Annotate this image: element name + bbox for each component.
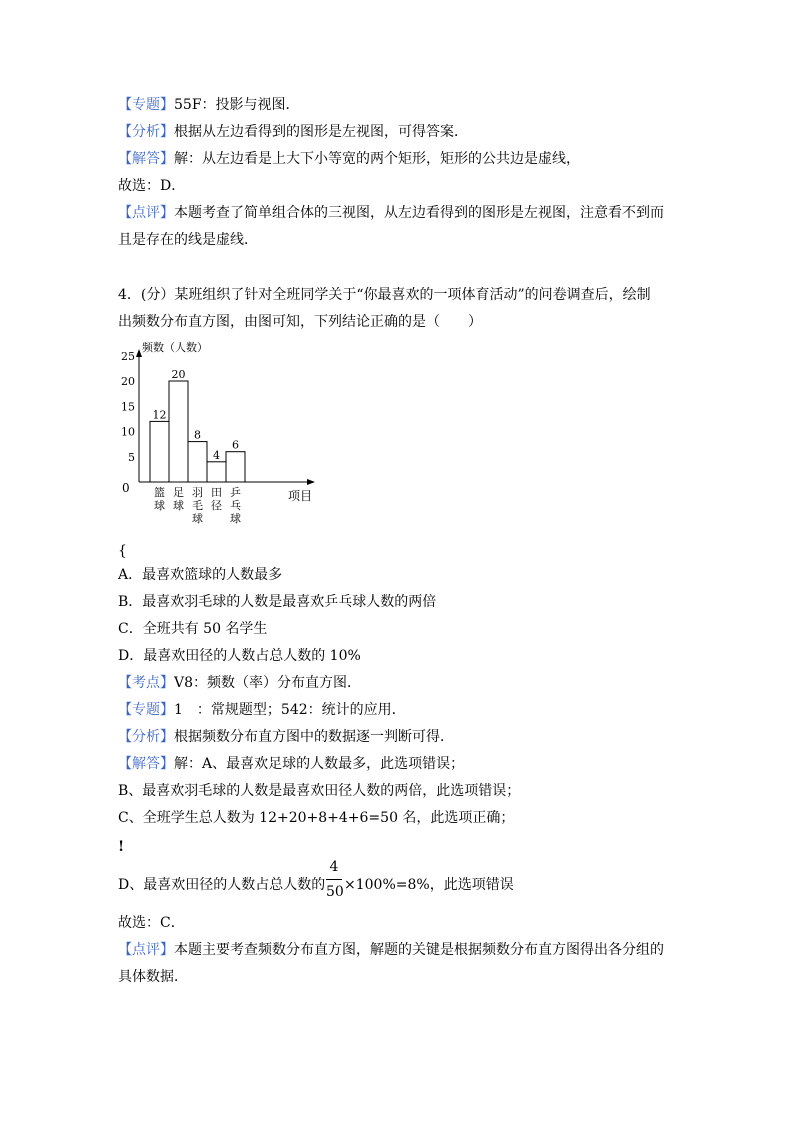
category-label-char: 田 <box>211 486 222 499</box>
category-label-char: 球 <box>192 512 203 525</box>
option-d: D．最喜欢田径的人数占总人数的 10% <box>118 648 361 664</box>
category-label-char: 径 <box>211 499 222 512</box>
y-tick-label: 20 <box>121 375 135 388</box>
tag-zhuanti-2: 【专题】 <box>118 702 174 718</box>
category-label-char: 球 <box>230 512 241 525</box>
y-tick-label: 25 <box>121 349 135 363</box>
prev-zhuanti <box>118 96 300 114</box>
tag-jieda-2: 【解答】 <box>118 756 174 772</box>
answer-kaodian-text: V8：频数（率）分布直方图． <box>174 675 362 691</box>
option-b: B．最喜欢羽毛球的人数是最喜欢乒乓球人数的两倍 <box>118 594 437 610</box>
bar-1 <box>169 381 188 482</box>
origin-label: 0 <box>122 481 130 495</box>
answer-b-line: B、最喜欢羽毛球的人数是最喜欢田径人数的两倍，此选项错误； <box>118 783 521 799</box>
prev-dianping <box>118 204 664 222</box>
tag-jieda: 【解答】 <box>118 151 174 167</box>
bar-value-label: 20 <box>171 368 186 381</box>
bar-value-label: 8 <box>194 428 201 442</box>
answer-c-line: C、全班学生总人数为 12+20+8+4+6=50 名，此选项正确； <box>118 810 515 826</box>
fraction-4-over-50 <box>326 858 342 901</box>
answer-fenxi-text: 根据频数分布直方图中的数据逐一判断可得． <box>174 729 454 745</box>
answer-jieda <box>118 755 464 773</box>
answer-d-prefix: D、最喜欢田径的人数占总人数的 <box>118 877 326 893</box>
stray-mark-1: { <box>118 543 127 559</box>
y-tick-label: 5 <box>128 450 135 464</box>
option-c: C．全班共有 50 名学生 <box>118 621 268 637</box>
prev-zhuanti-text: 55F：投影与视图． <box>174 97 300 113</box>
question-line-1: 4．(分）某班组织了针对全班同学关于“你最喜欢的一项体育活动”的问卷调查后，绘制 <box>118 287 651 303</box>
category-label-char: 球 <box>154 499 165 512</box>
tag-fenxi: 【分析】 <box>118 124 174 140</box>
category-label-char: 乓 <box>230 499 241 512</box>
category-label-char: 羽 <box>192 486 203 499</box>
answer-dianping-cont: 具体数据． <box>118 969 188 985</box>
answer-jieda-text: 解：A、最喜欢足球的人数最多，此选项错误； <box>174 756 465 772</box>
answer-zhuanti-text: 1 ：常规题型；542：统计的应用． <box>174 702 406 718</box>
answer-d-suffix: ×100%=8%，此选项错误 <box>344 877 514 893</box>
prev-guxuan: 故选：D． <box>118 178 186 194</box>
prev-fenxi-text: 根据从左边看得到的图形是左视图，可得答案． <box>174 124 468 140</box>
fraction-denominator: 50 <box>326 884 344 900</box>
stray-mark-2: ! <box>118 839 125 855</box>
tag-fenxi-2: 【分析】 <box>118 729 174 745</box>
tag-zhuanti: 【专题】 <box>118 97 174 113</box>
category-label-char: 乒 <box>230 486 241 499</box>
prev-fenxi <box>118 123 468 141</box>
x-axis-arrow <box>307 479 315 485</box>
answer-dianping-text: 本题主要考查频数分布直方图，解题的关键是根据频数分布直方图得出各分组的 <box>174 942 664 958</box>
fraction-bar <box>326 879 342 880</box>
answer-dianping <box>118 941 664 959</box>
bar-value-label: 4 <box>213 448 220 462</box>
prev-jieda-text: 解：从左边看是上大下小等宽的两个矩形，矩形的公共边是虚线， <box>174 151 580 167</box>
tag-kaodian: 【考点】 <box>118 675 174 691</box>
answer-guxuan: 故选：C． <box>118 915 185 931</box>
bar-3 <box>207 462 226 482</box>
tag-dianping: 【点评】 <box>118 205 174 221</box>
category-label-char: 毛 <box>192 499 203 512</box>
answer-fenxi <box>118 728 454 746</box>
category-label-char: 球 <box>173 499 184 512</box>
bar-0 <box>150 421 169 482</box>
answer-zhuanti <box>118 701 406 719</box>
category-label-char: 足 <box>173 486 184 499</box>
histogram-chart <box>112 336 332 532</box>
fraction-numerator: 4 <box>329 859 339 875</box>
prev-dianping-cont: 且是存在的线是虚线． <box>118 232 258 248</box>
option-a: A．最喜欢篮球的人数最多 <box>118 567 283 583</box>
y-axis-label: 频数（人数） <box>142 341 208 354</box>
prev-jieda <box>118 150 580 168</box>
prev-dianping-text: 本题考查了简单组合体的三视图，从左边看得到的图形是左视图，注意看不到而 <box>174 205 664 221</box>
question-line-2: 出频数分布直方图，由图可知，下列结论正确的是（ ） <box>118 314 482 330</box>
bar-value-label: 6 <box>232 438 239 452</box>
bar-4 <box>226 452 245 482</box>
bar-value-label: 12 <box>152 408 167 422</box>
bar-2 <box>188 442 207 482</box>
answer-kaodian <box>118 674 361 692</box>
y-tick-label: 15 <box>121 400 135 414</box>
x-axis-label: 项目 <box>288 489 313 503</box>
category-label-char: 篮 <box>154 486 165 499</box>
y-tick-label: 10 <box>121 425 135 439</box>
tag-dianping-2: 【点评】 <box>118 942 174 958</box>
